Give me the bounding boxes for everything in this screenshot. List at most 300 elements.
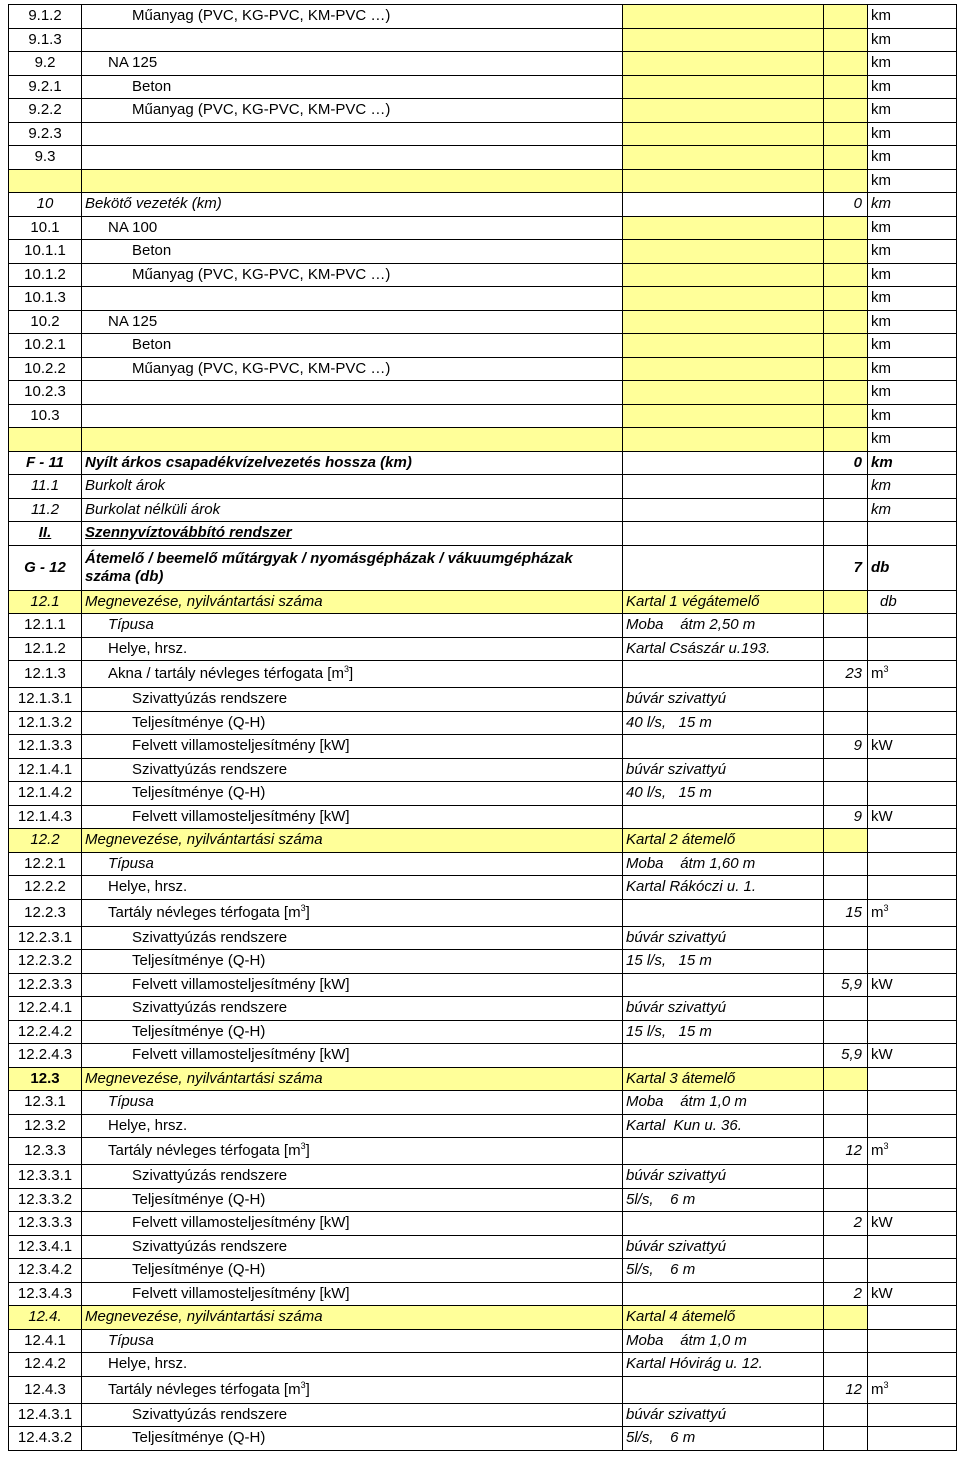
row-unit-cell — [868, 99, 957, 123]
row-label-cell — [82, 1212, 623, 1236]
row-label: Szivattyúzás rendszere — [132, 928, 288, 946]
row-label-cell — [82, 926, 623, 950]
row-content-cell — [623, 75, 824, 99]
row-label-cell — [82, 381, 623, 405]
row-id-cell — [9, 122, 82, 146]
row-unit: db — [880, 592, 897, 610]
table-row — [9, 829, 957, 853]
row-content: Kartal 4 átemelő — [626, 1308, 736, 1326]
row-content: Kartal Hóvirág u. 12. — [626, 1355, 763, 1373]
row-content-cell — [623, 498, 824, 522]
row-unit-cell — [868, 310, 957, 334]
row-content-cell — [623, 263, 824, 287]
row-id: 12.4.2 — [24, 1355, 66, 1373]
row-unit-cell — [868, 1376, 957, 1403]
row-label: NA 125 — [108, 54, 158, 72]
table-row — [9, 1235, 957, 1259]
row-label: Beton — [132, 336, 172, 354]
row-unit-cell — [868, 829, 957, 853]
row-content-cell — [623, 688, 824, 712]
row-label-cell — [82, 1427, 623, 1451]
row-id-cell — [9, 1259, 82, 1283]
table-row — [9, 782, 957, 806]
row-id-cell — [9, 805, 82, 829]
data-table — [8, 4, 957, 1451]
row-content: Kartal 3 átemelő — [626, 1069, 736, 1087]
row-id: 12.2.3.3 — [17, 975, 73, 993]
table-row — [9, 1329, 957, 1353]
row-id: 12.2.3 — [24, 903, 66, 921]
row-value: 12 — [845, 1142, 862, 1159]
row-value-cell — [824, 637, 868, 661]
row-label-cell — [82, 1165, 623, 1189]
row-content-cell — [623, 973, 824, 997]
row-id-cell — [9, 1403, 82, 1427]
table-row — [9, 735, 957, 759]
row-id: 12.3.1 — [24, 1093, 66, 1111]
row-value: 5,9 — [841, 1046, 862, 1064]
row-unit: km — [871, 124, 891, 142]
row-value-cell — [824, 475, 868, 499]
row-content-cell — [623, 146, 824, 170]
row-id: II. — [38, 524, 52, 542]
row-unit: db — [871, 558, 890, 576]
row-label-cell — [82, 52, 623, 76]
row-label-cell — [82, 240, 623, 264]
row-label-cell — [82, 1020, 623, 1044]
row-value: 23 — [845, 665, 862, 682]
row-id-cell — [9, 973, 82, 997]
row-id-cell — [9, 1138, 82, 1165]
row-unit-cell — [868, 926, 957, 950]
row-label: Szivattyúzás rendszere — [132, 1167, 288, 1185]
row-id-cell — [9, 758, 82, 782]
table-row — [9, 28, 957, 52]
row-content-cell — [623, 1044, 824, 1068]
row-value-cell — [824, 782, 868, 806]
row-label-cell — [82, 1376, 623, 1403]
row-content: búvár szivattyú — [626, 1405, 727, 1423]
row-unit: km — [871, 289, 891, 307]
row-label-cell — [82, 1235, 623, 1259]
row-id-cell — [9, 997, 82, 1021]
row-content-cell — [623, 169, 824, 193]
table-row — [9, 1020, 957, 1044]
row-id: 10.1.1 — [24, 242, 66, 260]
table-row — [9, 1282, 957, 1306]
row-label: Megnevezése, nyilvántartási száma — [85, 592, 323, 610]
row-content-cell — [623, 1282, 824, 1306]
table-row — [9, 122, 957, 146]
row-id: 12.4.3.1 — [17, 1405, 73, 1423]
row-label-cell — [82, 1306, 623, 1330]
row-id-cell — [9, 287, 82, 311]
row-value-cell — [824, 1235, 868, 1259]
row-label: Tartály névleges térfogata $[m^3]$ — [108, 902, 310, 921]
row-label: Beton — [132, 77, 172, 95]
table-row — [9, 475, 957, 499]
row-label-cell — [82, 28, 623, 52]
row-unit: km — [871, 195, 891, 213]
row-label-cell — [82, 522, 623, 546]
row-content-cell — [623, 52, 824, 76]
row-unit: km — [871, 312, 891, 330]
table-row — [9, 1353, 957, 1377]
row-id-cell — [9, 1188, 82, 1212]
row-value: 2 — [853, 1284, 862, 1302]
row-content-cell — [623, 122, 824, 146]
row-label-cell — [82, 193, 623, 217]
row-label-cell — [82, 758, 623, 782]
row-value-cell — [824, 758, 868, 782]
table-row — [9, 1188, 957, 1212]
row-unit-cell — [868, 146, 957, 170]
table-row — [9, 287, 957, 311]
row-id-cell — [9, 334, 82, 358]
row-unit-cell — [868, 75, 957, 99]
row-unit-cell — [868, 1353, 957, 1377]
row-content: Kartal 2 átemelő — [626, 831, 736, 849]
table-row — [9, 758, 957, 782]
row-unit-cell — [868, 169, 957, 193]
table-body — [9, 5, 957, 1451]
row-label-cell — [82, 590, 623, 614]
row-label-cell — [82, 334, 623, 358]
row-content-cell — [623, 1212, 824, 1236]
row-id: 10.1.3 — [24, 289, 66, 307]
table-row — [9, 1044, 957, 1068]
row-label: Szivattyúzás rendszere — [132, 760, 288, 778]
row-id-cell — [9, 169, 82, 193]
row-content: Moba átm 1,0 m — [626, 1093, 747, 1111]
row-id-cell — [9, 5, 82, 29]
table-row — [9, 451, 957, 475]
row-value: 5,9 — [841, 975, 862, 993]
row-value-cell — [824, 1282, 868, 1306]
row-content-cell — [623, 428, 824, 452]
row-id: 12.1.4.2 — [17, 784, 73, 802]
row-id: 10.2.3 — [24, 383, 66, 401]
row-value-cell — [824, 1114, 868, 1138]
row-id-cell — [9, 782, 82, 806]
row-value-cell — [824, 1353, 868, 1377]
row-unit-cell — [868, 876, 957, 900]
row-unit-cell — [868, 475, 957, 499]
row-label-cell — [82, 614, 623, 638]
row-value: 15 — [845, 903, 862, 921]
row-content-cell — [623, 735, 824, 759]
row-value-cell — [824, 357, 868, 381]
row-content-cell — [623, 451, 824, 475]
row-unit-cell — [868, 711, 957, 735]
row-value: 0 — [853, 453, 862, 471]
row-unit-cell — [868, 1020, 957, 1044]
row-label-cell — [82, 735, 623, 759]
row-content-cell — [623, 899, 824, 926]
row-id-cell — [9, 1282, 82, 1306]
row-content-cell — [623, 216, 824, 240]
row-id: F - 11 — [25, 453, 65, 471]
row-id: 12.2.4.3 — [17, 1046, 73, 1064]
row-label-cell — [82, 310, 623, 334]
row-value-cell — [824, 735, 868, 759]
table-row — [9, 661, 957, 688]
row-content-cell — [623, 782, 824, 806]
row-id-cell — [9, 75, 82, 99]
row-value-cell — [824, 381, 868, 405]
row-unit-cell — [868, 637, 957, 661]
row-content: Moba átm 1,60 m — [626, 854, 756, 872]
table-row — [9, 263, 957, 287]
row-id-cell — [9, 688, 82, 712]
row-id: 12.3.3.1 — [17, 1167, 73, 1185]
row-label-cell — [82, 852, 623, 876]
row-id-cell — [9, 146, 82, 170]
row-label-cell — [82, 1259, 623, 1283]
table-row — [9, 688, 957, 712]
row-unit-cell — [868, 1067, 957, 1091]
row-unit-cell — [868, 498, 957, 522]
table-row — [9, 522, 957, 546]
row-label-cell — [82, 1067, 623, 1091]
row-id: 9.2.2 — [28, 101, 62, 119]
table-row — [9, 899, 957, 926]
row-unit: kW — [871, 1046, 893, 1064]
row-content: 15 l/s, 15 m — [626, 1022, 712, 1040]
row-value-cell — [824, 1165, 868, 1189]
row-id: 10 — [36, 195, 54, 213]
row-value-cell — [824, 614, 868, 638]
row-value-cell — [824, 1212, 868, 1236]
row-id-cell — [9, 216, 82, 240]
row-id: 9.2 — [34, 54, 56, 72]
table-row — [9, 1376, 957, 1403]
row-id: 12.2.4.1 — [17, 999, 73, 1017]
row-value-cell — [824, 334, 868, 358]
row-label: Típusa — [108, 1093, 154, 1111]
row-value-cell — [824, 451, 868, 475]
row-id-cell — [9, 661, 82, 688]
row-value-cell — [824, 950, 868, 974]
row-label: Teljesítménye (Q-H) — [132, 1190, 266, 1208]
row-value: 9 — [853, 737, 862, 755]
row-label-cell — [82, 287, 623, 311]
row-id-cell — [9, 1067, 82, 1091]
row-label: Helye, hrsz. — [108, 878, 188, 896]
table-row — [9, 1427, 957, 1451]
table-row — [9, 637, 957, 661]
row-content-cell — [623, 637, 824, 661]
row-id: 12.4. — [28, 1308, 62, 1326]
row-id-cell — [9, 735, 82, 759]
row-label: Tartály névleges térfogata $[m^3]$ — [108, 1379, 310, 1398]
row-unit-cell — [868, 193, 957, 217]
row-value-cell — [824, 122, 868, 146]
row-id: 10.2.2 — [24, 359, 66, 377]
row-unit-cell — [868, 1427, 957, 1451]
row-content: Kartal Kun u. 36. — [626, 1116, 742, 1134]
table-row — [9, 169, 957, 193]
row-label-cell — [82, 1329, 623, 1353]
row-content: 40 l/s, 15 m — [626, 784, 712, 802]
row-value-cell — [824, 428, 868, 452]
row-id: 12.2.2 — [24, 878, 66, 896]
row-label-cell — [82, 75, 623, 99]
row-content-cell — [623, 545, 824, 590]
row-content-cell — [623, 1020, 824, 1044]
row-value-cell — [824, 1067, 868, 1091]
row-unit-cell — [868, 1235, 957, 1259]
row-value-cell — [824, 263, 868, 287]
row-content-cell — [623, 1165, 824, 1189]
row-label: Műanyag (PVC, KG-PVC, KM-PVC …) — [132, 359, 391, 377]
row-label-cell — [82, 1091, 623, 1115]
row-value-cell — [824, 522, 868, 546]
row-value-cell — [824, 1188, 868, 1212]
row-value-cell — [824, 99, 868, 123]
row-unit: km — [871, 171, 891, 189]
row-id-cell — [9, 876, 82, 900]
row-unit-cell — [868, 1188, 957, 1212]
row-id-cell — [9, 852, 82, 876]
row-label-cell — [82, 688, 623, 712]
row-value-cell — [824, 805, 868, 829]
row-unit: km — [871, 359, 891, 377]
row-id-cell — [9, 1376, 82, 1403]
row-content: Kartal Császár u.193. — [626, 639, 771, 657]
row-id: 10.2 — [30, 312, 60, 330]
row-unit-cell — [868, 1329, 957, 1353]
row-id-cell — [9, 545, 82, 590]
row-label-cell — [82, 1114, 623, 1138]
row-label: Felvett villamosteljesítmény [kW] — [132, 807, 350, 825]
row-content-cell — [623, 1259, 824, 1283]
row-id-cell — [9, 52, 82, 76]
row-value-cell — [824, 1403, 868, 1427]
row-label: Felvett villamosteljesítmény [kW] — [132, 1284, 350, 1302]
row-unit-cell — [868, 688, 957, 712]
row-content-cell — [623, 404, 824, 428]
row-label: Felvett villamosteljesítmény [kW] — [132, 737, 350, 755]
row-id: 12.1 — [30, 592, 60, 610]
table-row — [9, 357, 957, 381]
row-id: 12.1.3.1 — [17, 690, 73, 708]
row-unit-cell — [868, 950, 957, 974]
row-label: Teljesítménye (Q-H) — [132, 713, 266, 731]
row-value-cell — [824, 28, 868, 52]
row-content-cell — [623, 1138, 824, 1165]
row-value: 12 — [845, 1380, 862, 1398]
row-id-cell — [9, 240, 82, 264]
row-unit-cell — [868, 614, 957, 638]
row-label-cell — [82, 973, 623, 997]
row-label: Teljesítménye (Q-H) — [132, 1429, 266, 1447]
row-value-cell — [824, 829, 868, 853]
row-id-cell — [9, 899, 82, 926]
row-id-cell — [9, 950, 82, 974]
row-id-cell — [9, 1306, 82, 1330]
row-value-cell — [824, 899, 868, 926]
row-id: 9.3 — [34, 148, 56, 166]
row-unit-cell — [868, 522, 957, 546]
row-id: 12.3.4.3 — [17, 1284, 73, 1302]
row-id: 12.3.3 — [24, 1142, 66, 1159]
row-unit: km — [871, 77, 891, 95]
row-unit: kW — [871, 737, 893, 755]
row-content-cell — [623, 1427, 824, 1451]
row-label-cell — [82, 829, 623, 853]
row-unit: $m^3$ — [871, 664, 889, 682]
row-label: Helye, hrsz. — [108, 639, 188, 657]
row-id: 12.3 — [30, 1069, 60, 1087]
row-value-cell — [824, 1138, 868, 1165]
row-id: 9.1.2 — [28, 7, 62, 25]
table-row — [9, 711, 957, 735]
row-label: Megnevezése, nyilvántartási száma — [85, 1069, 323, 1087]
row-content-cell — [623, 997, 824, 1021]
row-unit-cell — [868, 661, 957, 688]
table-row — [9, 75, 957, 99]
row-id-cell — [9, 1235, 82, 1259]
row-unit-cell — [868, 404, 957, 428]
row-content-cell — [623, 5, 824, 29]
row-label-cell — [82, 1282, 623, 1306]
table-row — [9, 428, 957, 452]
row-content-cell — [623, 852, 824, 876]
row-content-cell — [623, 1067, 824, 1091]
row-id: 11.1 — [30, 477, 60, 495]
row-unit: km — [871, 500, 891, 518]
row-id: 10.1 — [30, 218, 60, 236]
row-unit-cell — [868, 1165, 957, 1189]
row-id: 12.1.4.1 — [17, 760, 73, 778]
row-unit-cell — [868, 782, 957, 806]
row-id-cell — [9, 263, 82, 287]
row-unit-cell — [868, 1091, 957, 1115]
row-value-cell — [824, 5, 868, 29]
row-content-cell — [623, 661, 824, 688]
row-id-cell — [9, 711, 82, 735]
row-value-cell — [824, 973, 868, 997]
row-unit: $m^3$ — [871, 1379, 889, 1398]
row-value-cell — [824, 1091, 868, 1115]
row-id: 12.1.1 — [24, 616, 66, 634]
row-label-cell — [82, 475, 623, 499]
row-value-cell — [824, 852, 868, 876]
row-value-cell — [824, 688, 868, 712]
table-row — [9, 381, 957, 405]
row-content: búvár szivattyú — [626, 928, 727, 946]
row-label: Műanyag (PVC, KG-PVC, KM-PVC …) — [132, 265, 391, 283]
row-id-cell — [9, 829, 82, 853]
row-id: 12.1.4.3 — [17, 807, 73, 825]
row-label-cell — [82, 451, 623, 475]
row-content: Kartal 1 végátemelő — [626, 592, 760, 610]
table-row — [9, 950, 957, 974]
row-label: Akna / tartály névleges térfogata $[m^3]$ — [108, 664, 354, 682]
row-id-cell — [9, 451, 82, 475]
row-content: 40 l/s, 15 m — [626, 713, 712, 731]
row-label-cell — [82, 169, 623, 193]
row-id-cell — [9, 357, 82, 381]
row-unit: km — [871, 265, 891, 283]
table-row — [9, 876, 957, 900]
row-unit: km — [871, 383, 891, 401]
table-row — [9, 193, 957, 217]
row-unit: $m^3$ — [871, 1141, 889, 1159]
row-unit: km — [871, 101, 891, 119]
row-id: 11.2 — [30, 500, 60, 518]
